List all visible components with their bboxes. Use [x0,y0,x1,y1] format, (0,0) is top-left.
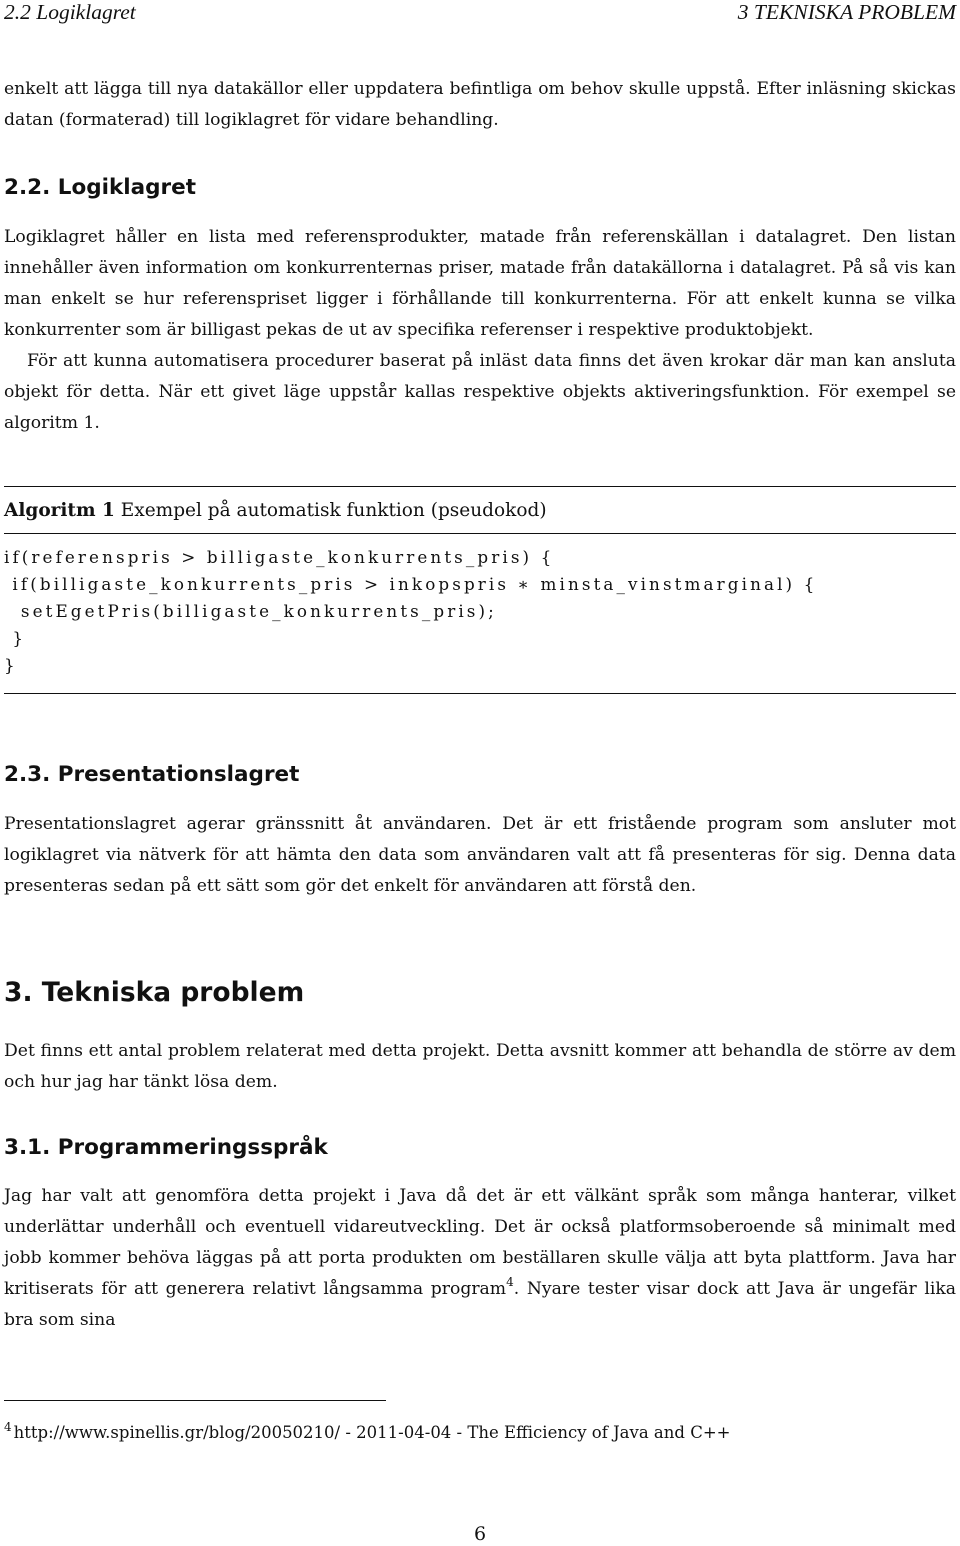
footnote [4,1414,956,1446]
intro-paragraph-block [4,74,956,136]
footnote-mark: 4 [4,1420,12,1434]
section-3 [4,977,956,1009]
code-line: setEgetPris(billigaste_konkurrents_pris); [4,601,497,621]
running-head [4,0,956,26]
algorithm-top-rule [4,486,956,487]
section-2-3 [4,761,956,789]
intro-paragraph: enkelt att lägga till nya datakällor eller uppdatera befintliga om behov skulle uppstå. Efter inläsning skickas datan (formaterad) till logiklagret för vidare behandling. [4,79,956,130]
section-3-paragraph: Det finns ett antal problem relaterat med detta projekt. Detta avsnitt kommer att behandla de större av dem och hur jag har tänkt lösa dem. [4,1041,956,1092]
section-2-3-body [4,809,956,902]
algorithm-bottom-rule [4,693,956,694]
section-3-body [4,1036,956,1098]
section-3-1-text: Jag har valt att genomföra detta projekt i Java då det är ett välkänt språk som många hanterar, vilket underlättar underhåll och eventuell vidareutveckling. Det är också platformsoberoende så minimalt med jobb kommer behöva läggas på att porta produkten om beställaren skulle välja att byta plattform. Java har kritiserats för att generera relativt långsamma program [4,1186,956,1299]
code-line: } [4,655,18,675]
section-3-1-paragraph [4,1181,956,1336]
section-2-2-paragraph-2: För att kunna automatisera procedurer baserat på inläst data finns det även krokar där man kan ansluta objekt för detta. När ett givet läge uppstår kallas respektive objekts aktiveringsfunktion. För exempel se algoritm 1. [4,351,956,433]
footnote-reference[interactable]: 4 [506,1275,514,1289]
section-2-2-paragraph-1: Logiklagret håller en lista med referensprodukter, matade från referenskällan i datalagret. Den listan innehåller även information om konkurrenternas priser, matade från datakällorna i datalagret. På så vis kan man enkelt se hur referenspriset ligger i förhållande till konkurrenterna. För att enkelt kunna se vilka konkurrenter som är billigast pekas de ut av specifika referenser i respektive produktobjekt. [4,227,956,340]
section-3-1-text-continued: . Nyare tester visar dock att Java är ungefär lika bra som sina [4,1279,956,1330]
code-line: if(billigaste_konkurrents_pris > inkopspris ∗ minsta_vinstmarginal) { [4,574,818,594]
code-line: if(referenspris > billigaste_konkurrents_pris) { [4,547,555,567]
algorithm-code [4,544,956,679]
section-2-3-paragraph: Presentationslagret agerar gränssnitt åt användaren. Det är ett fristående program som ansluter mot logiklagret via nätverk för att hämta den data som användaren valt att få presenteras för sig. Denna data presenteras sedan på ett sätt som gör det enkelt för användaren att förstå den. [4,814,956,896]
section-2-2 [4,174,956,202]
section-heading-3: 3. Tekniska problem [4,977,305,1008]
footnote-rule [4,1400,386,1401]
section-2-2-body [4,222,956,439]
algorithm-caption-text: Exempel på automatisk funktion (pseudokod) [120,500,547,521]
section-3-1-body [4,1181,956,1336]
running-head-chapter: 3 TEKNISKA PROBLEM [737,0,956,24]
section-heading-2-3: 2.3. Presentationslagret [4,762,300,787]
section-heading-3-1: 3.1. Programmeringsspråk [4,1135,328,1160]
footnote-link[interactable]: http://www.spinellis.gr/blog/20050210/ - 2011-04-04 - The Efficiency of Java and C++ [13,1423,731,1442]
running-head-section: 2.2 Logiklagret [4,0,136,24]
section-heading-2-2: 2.2. Logiklagret [4,175,196,200]
algorithm-label: Algoritm 1 [4,500,115,521]
section-3-1 [4,1134,956,1162]
algorithm-caption-rule [4,533,956,534]
page-number: 6 [473,1523,487,1545]
code-line: } [4,628,27,648]
algorithm-caption [4,498,956,524]
